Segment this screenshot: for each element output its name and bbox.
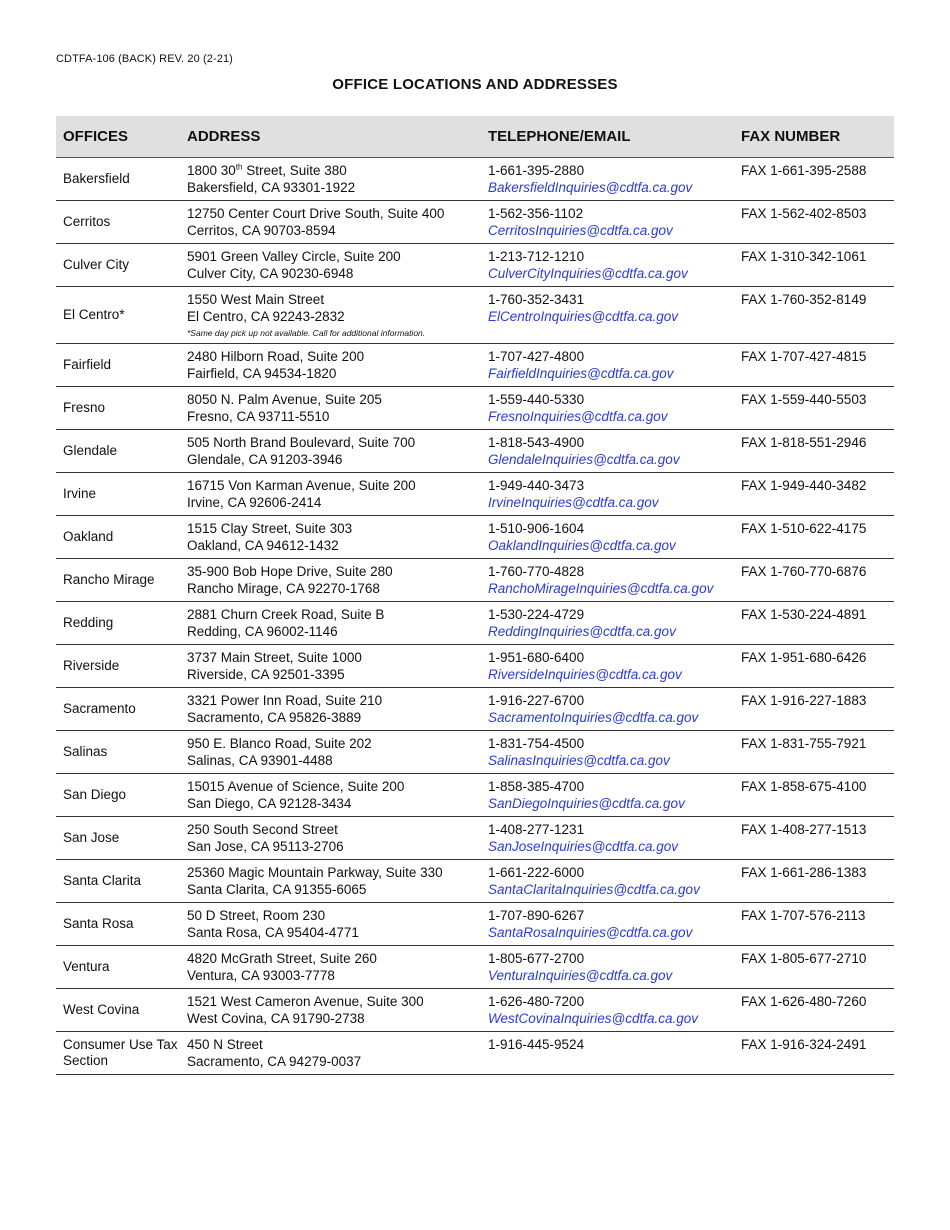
table-header-row	[56, 116, 894, 157]
address-line-1: 16715 Von Karman Avenue, Suite 200	[187, 477, 416, 493]
telephone-number: 1-559-440-5330	[488, 391, 585, 407]
address-line-2: Salinas, CA 93901-4488	[187, 753, 333, 768]
email-link[interactable]: GlendaleInquiries@cdtfa.ca.gov	[488, 452, 680, 467]
office-contact	[481, 429, 734, 472]
telephone-number: 1-707-427-4800	[488, 348, 585, 364]
fax-number: FAX 1-949-440-3482	[741, 477, 867, 493]
table-row	[56, 644, 894, 687]
table-row	[56, 816, 894, 859]
office-name: Fresno	[63, 400, 106, 415]
office-address	[180, 200, 481, 243]
address-line-1: 35-900 Bob Hope Drive, Suite 280	[187, 563, 393, 579]
telephone-number: 1-818-543-4900	[488, 434, 585, 450]
telephone-number: 1-951-680-6400	[488, 649, 585, 665]
address-line-2: San Diego, CA 92128-3434	[187, 796, 352, 811]
table-row	[56, 200, 894, 243]
fax-number: FAX 1-661-286-1383	[741, 864, 867, 880]
address-line-1-street: Street, Suite 380	[242, 162, 347, 178]
email-link[interactable]: IrvineInquiries@cdtfa.ca.gov	[488, 495, 659, 510]
office-contact	[481, 816, 734, 859]
table-row	[56, 902, 894, 945]
page-title: OFFICE LOCATIONS AND ADDRESSES	[332, 76, 618, 93]
address-line-2: Ventura, CA 93003-7778	[187, 968, 335, 983]
address-line-1: 15015 Avenue of Science, Suite 200	[187, 778, 405, 794]
email-link[interactable]: OaklandInquiries@cdtfa.ca.gov	[488, 538, 676, 553]
office-address	[180, 472, 481, 515]
fax-number: FAX 1-760-352-8149	[741, 291, 867, 307]
table-row	[56, 243, 894, 286]
office-contact	[481, 558, 734, 601]
email-link[interactable]: CulverCityInquiries@cdtfa.ca.gov	[488, 266, 688, 281]
office-name: Santa Clarita	[63, 873, 142, 888]
office-contact	[481, 515, 734, 558]
table-header	[56, 116, 894, 157]
fax-number: FAX 1-707-576-2113	[741, 907, 866, 923]
office-address	[180, 859, 481, 902]
office-address	[180, 902, 481, 945]
office-name: San Diego	[63, 787, 127, 802]
address-line-2: Santa Clarita, CA 91355-6065	[187, 882, 367, 897]
table-row	[56, 730, 894, 773]
office-address	[180, 988, 481, 1031]
address-line-1: 8050 N. Palm Avenue, Suite 205	[187, 391, 382, 407]
address-line-1: 1550 West Main Street	[187, 291, 325, 307]
office-address	[180, 730, 481, 773]
telephone-number: 1-760-352-3431	[488, 291, 585, 307]
office-name: Rancho Mirage	[63, 572, 155, 587]
table-row	[56, 558, 894, 601]
address-line-2: San Jose, CA 95113-2706	[187, 839, 344, 854]
office-name: Sacramento	[63, 701, 136, 716]
column-header-telephone-email: TELEPHONE/EMAIL	[481, 116, 734, 157]
office-address	[180, 644, 481, 687]
address-line-1: 450 N Street	[187, 1036, 263, 1052]
office-name: Bakersfield	[63, 171, 130, 186]
office-contact	[481, 902, 734, 945]
table-row	[56, 601, 894, 644]
fax-number: FAX 1-818-551-2946	[741, 434, 867, 450]
fax-number: FAX 1-562-402-8503	[741, 205, 867, 221]
office-name: Redding	[63, 615, 114, 630]
email-link[interactable]: ReddingInquiries@cdtfa.ca.gov	[488, 624, 676, 639]
office-address	[180, 515, 481, 558]
table-row	[56, 286, 894, 343]
email-link[interactable]: SalinasInquiries@cdtfa.ca.gov	[488, 753, 670, 768]
email-link[interactable]: RiversideInquiries@cdtfa.ca.gov	[488, 667, 682, 682]
office-address	[180, 1031, 481, 1074]
office-name: Santa Rosa	[63, 916, 134, 931]
fax-number: FAX 1-559-440-5503	[741, 391, 867, 407]
address-line-1: 2881 Churn Creek Road, Suite B	[187, 606, 385, 622]
address-line-2: Riverside, CA 92501-3395	[187, 667, 345, 682]
telephone-number: 1-858-385-4700	[488, 778, 585, 794]
office-address	[180, 243, 481, 286]
table-row	[56, 773, 894, 816]
telephone-number: 1-661-395-2880	[488, 162, 585, 178]
telephone-number: 1-530-224-4729	[488, 606, 585, 622]
email-link[interactable]: WestCovinaInquiries@cdtfa.ca.gov	[488, 1011, 699, 1026]
fax-number: FAX 1-310-342-1061	[741, 248, 867, 264]
address-line-1: 1521 West Cameron Avenue, Suite 300	[187, 993, 424, 1009]
telephone-number: 1-626-480-7200	[488, 993, 585, 1009]
email-link[interactable]: SanDiegoInquiries@cdtfa.ca.gov	[488, 796, 685, 811]
address-line-1: 5901 Green Valley Circle, Suite 200	[187, 248, 401, 264]
email-link[interactable]: CerritosInquiries@cdtfa.ca.gov	[488, 223, 673, 238]
telephone-number: 1-707-890-6267	[488, 907, 585, 923]
office-contact	[481, 644, 734, 687]
address-line-2: Rancho Mirage, CA 92270-1768	[187, 581, 380, 596]
office-contact	[481, 945, 734, 988]
address-line-1: 3737 Main Street, Suite 1000	[187, 649, 362, 665]
office-contact	[481, 386, 734, 429]
address-line-2: Cerritos, CA 90703-8594	[187, 223, 336, 238]
telephone-number: 1-408-277-1231	[488, 821, 585, 837]
telephone-number: 1-949-440-3473	[488, 477, 585, 493]
office-address	[180, 687, 481, 730]
address-note: *Same day pick up not available. Call for additional information.	[187, 327, 426, 338]
table-row	[56, 1031, 894, 1074]
fax-number: FAX 1-858-675-4100	[741, 778, 867, 794]
address-line-2: Culver City, CA 90230-6948	[187, 266, 354, 281]
email-link[interactable]: FairfieldInquiries@cdtfa.ca.gov	[488, 366, 674, 381]
email-link[interactable]: SanJoseInquiries@cdtfa.ca.gov	[488, 839, 679, 854]
address-line-2: Santa Rosa, CA 95404-4771	[187, 925, 359, 940]
table-row	[56, 515, 894, 558]
telephone-number: 1-916-227-6700	[488, 692, 585, 708]
office-locations-table	[56, 116, 894, 1075]
address-line-2: Sacramento, CA 95826-3889	[187, 710, 362, 725]
office-name: Cerritos	[63, 214, 111, 229]
address-line-1: 4820 McGrath Street, Suite 260	[187, 950, 377, 966]
address-line-2: Bakersfield, CA 93301-1922	[187, 180, 356, 195]
form-id: CDTFA-106 (BACK) REV. 20 (2-21)	[56, 53, 233, 65]
address-line-2: Sacramento, CA 94279-0037	[187, 1054, 362, 1069]
office-name: Consumer Use Tax Section	[63, 1037, 178, 1068]
office-name: West Covina	[63, 1002, 140, 1017]
telephone-number: 1-562-356-1102	[488, 205, 584, 221]
fax-number: FAX 1-626-480-7260	[741, 993, 867, 1009]
fax-number: FAX 1-831-755-7921	[741, 735, 867, 751]
column-header-address: ADDRESS	[180, 116, 481, 157]
address-line-2: Irvine, CA 92606-2414	[187, 495, 322, 510]
office-address	[180, 816, 481, 859]
office-address	[180, 601, 481, 644]
telephone-number: 1-831-754-4500	[488, 735, 585, 751]
office-name: Oakland	[63, 529, 114, 544]
telephone-number: 1-805-677-2700	[488, 950, 585, 966]
office-contact	[481, 601, 734, 644]
address-line-2: Oakland, CA 94612-1432	[187, 538, 339, 553]
address-line-1: 950 E. Blanco Road, Suite 202	[187, 735, 372, 751]
email-link[interactable]: SantaRosaInquiries@cdtfa.ca.gov	[488, 925, 693, 940]
fax-number: FAX 1-916-324-2491	[741, 1036, 867, 1052]
fax-number: FAX 1-408-277-1513	[741, 821, 867, 837]
email-link[interactable]: ElCentroInquiries@cdtfa.ca.gov	[488, 309, 679, 324]
office-address	[180, 386, 481, 429]
office-address	[180, 157, 481, 200]
office-name: El Centro*	[63, 307, 125, 322]
telephone-number: 1-213-712-1210	[488, 248, 585, 264]
fax-number: FAX 1-530-224-4891	[741, 606, 867, 622]
email-link[interactable]: RanchoMirageInquiries@cdtfa.ca.gov	[488, 581, 714, 596]
telephone-number: 1-760-770-4828	[488, 563, 585, 579]
office-contact	[481, 243, 734, 286]
table-body	[56, 157, 894, 1074]
office-contact	[481, 687, 734, 730]
table-row	[56, 988, 894, 1031]
office-name: Salinas	[63, 744, 108, 759]
office-contact	[481, 472, 734, 515]
table-row	[56, 859, 894, 902]
address-line-1-ordinal: th	[235, 162, 243, 171]
address-line-2: West Covina, CA 91790-2738	[187, 1011, 365, 1026]
address-line-1: 12750 Center Court Drive South, Suite 400	[187, 205, 445, 221]
address-line-1: 2480 Hilborn Road, Suite 200	[187, 348, 365, 364]
table-row	[56, 386, 894, 429]
address-line-1: 25360 Magic Mountain Parkway, Suite 330	[187, 864, 443, 880]
telephone-number: 1-661-222-6000	[488, 864, 585, 880]
column-header-offices: OFFICES	[56, 116, 180, 157]
office-name: Glendale	[63, 443, 118, 458]
address-line-1	[187, 162, 481, 180]
office-contact	[481, 988, 734, 1031]
email-link[interactable]: SantaClaritaInquiries@cdtfa.ca.gov	[488, 882, 700, 897]
office-name: San Jose	[63, 830, 120, 845]
email-link[interactable]: FresnoInquiries@cdtfa.ca.gov	[488, 409, 668, 424]
table-row	[56, 343, 894, 386]
address-line-2: Fresno, CA 93711-5510	[187, 409, 330, 424]
table-row	[56, 945, 894, 988]
office-address	[180, 558, 481, 601]
address-line-1: 505 North Brand Boulevard, Suite 700	[187, 434, 416, 450]
fax-number: FAX 1-951-680-6426	[741, 649, 867, 665]
address-line-1: 3321 Power Inn Road, Suite 210	[187, 692, 383, 708]
address-line-1: 1515 Clay Street, Suite 303	[187, 520, 353, 536]
office-contact	[481, 157, 734, 200]
office-address	[180, 429, 481, 472]
address-line-1-number: 1800 30	[187, 162, 236, 178]
address-line-2: Redding, CA 96002-1146	[187, 624, 338, 639]
office-name: Culver City	[63, 257, 130, 272]
office-contact	[481, 859, 734, 902]
fax-number: FAX 1-510-622-4175	[741, 520, 867, 536]
email-link[interactable]: VenturaInquiries@cdtfa.ca.gov	[488, 968, 673, 983]
office-name: Riverside	[63, 658, 120, 673]
office-name: Fairfield	[63, 357, 112, 372]
address-line-2: Fairfield, CA 94534-1820	[187, 366, 337, 381]
office-name: Ventura	[63, 959, 110, 974]
office-address	[180, 286, 481, 343]
address-line-1: 250 South Second Street	[187, 821, 338, 837]
address-line-2: El Centro, CA 92243-2832	[187, 309, 345, 324]
fax-number: FAX 1-661-395-2588	[741, 162, 867, 178]
office-contact	[481, 730, 734, 773]
office-contact	[481, 773, 734, 816]
office-contact	[481, 200, 734, 243]
fax-number: FAX 1-760-770-6876	[741, 563, 867, 579]
office-contact	[481, 286, 734, 343]
office-address	[180, 945, 481, 988]
office-address	[180, 343, 481, 386]
address-line-2: Glendale, CA 91203-3946	[187, 452, 343, 467]
table-row	[56, 472, 894, 515]
address-line-1: 50 D Street, Room 230	[187, 907, 326, 923]
fax-number: FAX 1-916-227-1883	[741, 692, 867, 708]
office-address	[180, 773, 481, 816]
table-row	[56, 157, 894, 200]
table-row	[56, 429, 894, 472]
fax-number: FAX 1-707-427-4815	[741, 348, 867, 364]
fax-number: FAX 1-805-677-2710	[741, 950, 867, 966]
table-row	[56, 687, 894, 730]
column-header-fax-number: FAX NUMBER	[734, 116, 894, 157]
email-link[interactable]: SacramentoInquiries@cdtfa.ca.gov	[488, 710, 699, 725]
office-contact	[481, 343, 734, 386]
email-link[interactable]: BakersfieldInquiries@cdtfa.ca.gov	[488, 180, 693, 195]
telephone-number: 1-916-445-9524	[488, 1036, 585, 1052]
office-contact	[481, 1031, 734, 1074]
office-name: Irvine	[63, 486, 97, 501]
telephone-number: 1-510-906-1604	[488, 520, 585, 536]
